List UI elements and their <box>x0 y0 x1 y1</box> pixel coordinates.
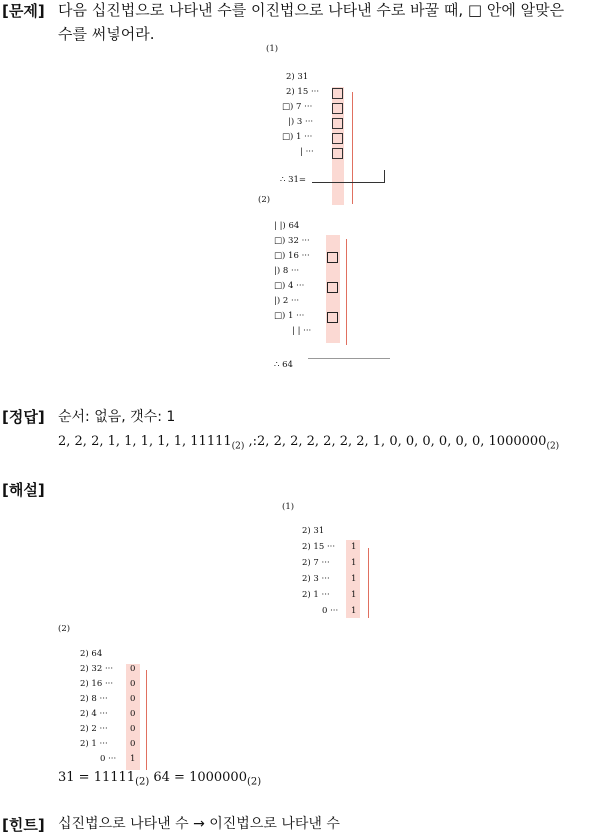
answer-box[interactable] <box>332 118 343 129</box>
division-row: 2) 2 ··· <box>80 724 108 734</box>
figure-result: ∴ 31= <box>280 175 307 185</box>
remainder-digit: 0 <box>130 694 136 704</box>
answer-blank-edge <box>384 170 385 183</box>
hint-tag: [힌트] <box>2 816 45 834</box>
division-row: 2) 1 ··· <box>302 590 330 600</box>
base-subscript: (2) <box>135 776 150 788</box>
result-31: 31 = 11111 <box>58 770 136 785</box>
answer-box[interactable] <box>332 133 343 144</box>
explanation-result <box>58 770 261 788</box>
answer-box[interactable] <box>327 312 338 323</box>
division-row: |) 2 ··· <box>274 296 300 306</box>
division-row: | ··· <box>300 147 314 157</box>
remainder-digit: 0 <box>130 664 136 674</box>
division-row: 2) 15 ··· <box>286 87 320 97</box>
remainder-digit: 1 <box>351 590 357 600</box>
answer-tag: [정답] <box>2 408 45 426</box>
answer-values-2: ,:2, 2, 2, 2, 2, 2, 2, 1, 0, 0, 0, 0, 0, 0, 1000000 <box>244 434 547 449</box>
division-row: 0 ··· <box>100 754 117 764</box>
remainder-digit: 1 <box>130 754 136 764</box>
answer-blank[interactable] <box>308 358 390 359</box>
answer-box[interactable] <box>327 252 338 263</box>
figure-result: ∴ 64 <box>274 360 293 370</box>
answer-blank[interactable] <box>312 182 384 183</box>
explanation-tag: [해설] <box>2 481 45 499</box>
remainder-digit: 1 <box>351 542 357 552</box>
division-row: □) 16 ··· <box>274 251 310 261</box>
division-row: 2) 1 ··· <box>80 739 108 749</box>
remainder-digit: 0 <box>130 709 136 719</box>
remainder-digit: 0 <box>130 724 136 734</box>
division-row: 2) 31 <box>286 72 309 82</box>
division-row: 2) 8 ··· <box>80 694 108 704</box>
division-row: 2) 7 ··· <box>302 558 330 568</box>
base-subscript: (2) <box>546 441 560 452</box>
division-row: □) 4 ··· <box>274 281 305 291</box>
division-row: |) 3 ··· <box>288 117 314 127</box>
division-row: □) 1 ··· <box>274 311 305 321</box>
division-row: □) 7 ··· <box>282 102 313 112</box>
division-row: 2) 16 ··· <box>80 679 114 689</box>
answer-box[interactable] <box>332 148 343 159</box>
up-arrow <box>352 92 353 204</box>
remainder-digit: 1 <box>351 606 357 616</box>
hint-text: 십진법으로 나타낸 수 → 이진법으로 나타낸 수 <box>58 816 340 832</box>
division-row: 2) 4 ··· <box>80 709 108 719</box>
division-row: 0 ··· <box>322 606 339 616</box>
up-arrow <box>346 239 347 345</box>
division-row: | | ··· <box>292 326 312 336</box>
answer-box[interactable] <box>327 282 338 293</box>
figure-label: (1) <box>266 44 279 54</box>
remainder-digit: 1 <box>351 574 357 584</box>
answer-box[interactable] <box>332 88 343 99</box>
remainder-digit: 0 <box>130 739 136 749</box>
up-arrow <box>146 670 147 770</box>
division-row: □) 32 ··· <box>274 236 310 246</box>
problem-line-2: 수를 써넣어라. <box>58 25 155 43</box>
division-row: 2) 64 <box>80 649 103 659</box>
division-row: 2) 3 ··· <box>302 574 330 584</box>
remainder-digit: 1 <box>351 558 357 568</box>
division-row: |) 8 ··· <box>274 266 300 276</box>
figure-label: (1) <box>282 502 295 512</box>
problem-line-1: 다음 십진법으로 나타낸 수를 이진법으로 나타낸 수로 바꿀 때, □ 안에 알맞은 <box>58 1 565 19</box>
division-row: □) 1 ··· <box>282 132 313 142</box>
answer-line-1: 순서: 없음, 갯수: 1 <box>58 409 176 425</box>
base-subscript: (2) <box>231 441 245 452</box>
answer-box[interactable] <box>332 103 343 114</box>
figure-label: (2) <box>258 195 271 205</box>
figure-label: (2) <box>58 624 71 634</box>
answer-values-1: 2, 2, 2, 1, 1, 1, 1, 1, 11111 <box>58 434 232 449</box>
division-row: 2) 15 ··· <box>302 542 336 552</box>
answer-line-2 <box>58 434 559 452</box>
division-row: | |) 64 <box>274 221 300 231</box>
division-row: 2) 31 <box>302 526 325 536</box>
result-64: 64 = 1000000 <box>149 770 247 785</box>
division-row: 2) 32 ··· <box>80 664 114 674</box>
base-subscript: (2) <box>246 776 262 788</box>
remainder-digit: 0 <box>130 679 136 689</box>
problem-tag: [문제] <box>2 2 45 20</box>
up-arrow <box>368 548 369 618</box>
